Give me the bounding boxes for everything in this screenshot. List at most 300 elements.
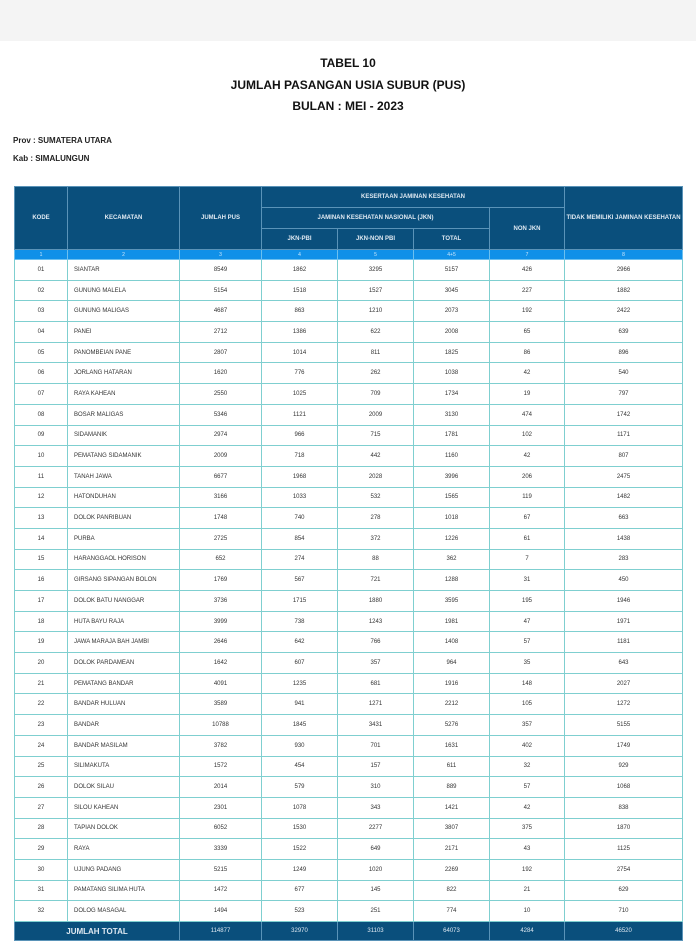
index-cell: 4+5 bbox=[414, 250, 490, 260]
cell-kode: 30 bbox=[15, 859, 68, 880]
cell-tidak-memiliki: 1171 bbox=[565, 425, 683, 446]
cell-non-jkn: 402 bbox=[490, 735, 565, 756]
cell-jkn-non-pbi: 372 bbox=[338, 528, 414, 549]
cell-kecamatan: TANAH JAWA bbox=[68, 466, 180, 487]
cell-kode: 12 bbox=[15, 487, 68, 508]
cell-jumlah-pus: 6052 bbox=[180, 818, 262, 839]
cell-jumlah-pus: 10788 bbox=[180, 715, 262, 736]
cell-non-jkn: 7 bbox=[490, 549, 565, 570]
table-row bbox=[15, 673, 683, 694]
cell-non-jkn: 57 bbox=[490, 777, 565, 798]
cell-jkn-total: 3807 bbox=[414, 818, 490, 839]
cell-jkn-total: 1781 bbox=[414, 425, 490, 446]
table-row bbox=[15, 715, 683, 736]
cell-jkn-pbi: 1518 bbox=[262, 280, 338, 301]
cell-jumlah-pus: 2725 bbox=[180, 528, 262, 549]
index-row bbox=[15, 250, 683, 260]
table-row bbox=[15, 735, 683, 756]
table-row bbox=[15, 611, 683, 632]
cell-kecamatan: DOLOK PANRIBUAN bbox=[68, 508, 180, 529]
cell-kode: 24 bbox=[15, 735, 68, 756]
cell-jumlah-pus: 1494 bbox=[180, 901, 262, 922]
header-tidak-memiliki: TIDAK MEMILIKI JAMINAN KESEHATAN bbox=[565, 187, 683, 250]
cell-non-jkn: 86 bbox=[490, 342, 565, 363]
cell-jumlah-pus: 2009 bbox=[180, 446, 262, 467]
cell-tidak-memiliki: 450 bbox=[565, 570, 683, 591]
cell-jkn-pbi: 1033 bbox=[262, 487, 338, 508]
cell-tidak-memiliki: 5155 bbox=[565, 715, 683, 736]
cell-jkn-total: 1631 bbox=[414, 735, 490, 756]
cell-jkn-total: 1038 bbox=[414, 363, 490, 384]
header-kepesertaan: KESERTAAN JAMINAN KESEHATAN bbox=[262, 187, 565, 208]
cell-jumlah-pus: 8549 bbox=[180, 260, 262, 281]
table-row bbox=[15, 322, 683, 343]
table-row bbox=[15, 384, 683, 405]
cell-jkn-non-pbi: 157 bbox=[338, 756, 414, 777]
index-cell: 4 bbox=[262, 250, 338, 260]
cell-jumlah-pus: 4091 bbox=[180, 673, 262, 694]
cell-jkn-total: 774 bbox=[414, 901, 490, 922]
table-row bbox=[15, 570, 683, 591]
cell-kecamatan: HATONDUHAN bbox=[68, 487, 180, 508]
cell-jkn-total: 3045 bbox=[414, 280, 490, 301]
table-number: TABEL 10 bbox=[320, 56, 376, 70]
cell-tidak-memiliki: 1272 bbox=[565, 694, 683, 715]
cell-jumlah-pus: 6677 bbox=[180, 466, 262, 487]
cell-kode: 06 bbox=[15, 363, 68, 384]
cell-jkn-total: 3996 bbox=[414, 466, 490, 487]
total-tidak-memiliki: 46520 bbox=[565, 922, 683, 941]
cell-jkn-pbi: 1522 bbox=[262, 839, 338, 860]
cell-jkn-non-pbi: 709 bbox=[338, 384, 414, 405]
cell-jumlah-pus: 1642 bbox=[180, 653, 262, 674]
cell-non-jkn: 47 bbox=[490, 611, 565, 632]
cell-jkn-pbi: 776 bbox=[262, 363, 338, 384]
cell-kecamatan: RAYA KAHEAN bbox=[68, 384, 180, 405]
table-row bbox=[15, 528, 683, 549]
cell-tidak-memiliki: 1181 bbox=[565, 632, 683, 653]
cell-non-jkn: 10 bbox=[490, 901, 565, 922]
page-title: JUMLAH PASANGAN USIA SUBUR (PUS) bbox=[230, 78, 466, 92]
cell-tidak-memiliki: 1742 bbox=[565, 404, 683, 425]
cell-non-jkn: 119 bbox=[490, 487, 565, 508]
cell-jkn-non-pbi: 145 bbox=[338, 880, 414, 901]
period-label: BULAN : MEI - 2023 bbox=[292, 99, 404, 113]
cell-kode: 14 bbox=[15, 528, 68, 549]
cell-jumlah-pus: 2550 bbox=[180, 384, 262, 405]
cell-jkn-pbi: 567 bbox=[262, 570, 338, 591]
cell-jkn-total: 3130 bbox=[414, 404, 490, 425]
cell-jkn-total: 2212 bbox=[414, 694, 490, 715]
cell-jumlah-pus: 2014 bbox=[180, 777, 262, 798]
cell-jkn-total: 1825 bbox=[414, 342, 490, 363]
cell-non-jkn: 375 bbox=[490, 818, 565, 839]
table-row bbox=[15, 280, 683, 301]
cell-jkn-pbi: 854 bbox=[262, 528, 338, 549]
cell-kode: 25 bbox=[15, 756, 68, 777]
cell-kode: 10 bbox=[15, 446, 68, 467]
cell-non-jkn: 105 bbox=[490, 694, 565, 715]
cell-jkn-non-pbi: 1243 bbox=[338, 611, 414, 632]
table-row bbox=[15, 880, 683, 901]
table-row bbox=[15, 756, 683, 777]
cell-jkn-total: 2073 bbox=[414, 301, 490, 322]
cell-jumlah-pus: 1472 bbox=[180, 880, 262, 901]
header-jkn-pbi: JKN-PBI bbox=[262, 229, 338, 250]
cell-kode: 19 bbox=[15, 632, 68, 653]
cell-non-jkn: 195 bbox=[490, 591, 565, 612]
cell-jkn-pbi: 579 bbox=[262, 777, 338, 798]
cell-jkn-non-pbi: 343 bbox=[338, 797, 414, 818]
table-row bbox=[15, 425, 683, 446]
cell-kode: 22 bbox=[15, 694, 68, 715]
cell-jkn-non-pbi: 1880 bbox=[338, 591, 414, 612]
province-label: Prov : SUMATERA UTARA bbox=[13, 136, 112, 145]
cell-tidak-memiliki: 2966 bbox=[565, 260, 683, 281]
cell-tidak-memiliki: 663 bbox=[565, 508, 683, 529]
total-label: JUMLAH TOTAL bbox=[15, 922, 180, 941]
cell-jkn-pbi: 863 bbox=[262, 301, 338, 322]
cell-non-jkn: 21 bbox=[490, 880, 565, 901]
cell-jumlah-pus: 1572 bbox=[180, 756, 262, 777]
cell-non-jkn: 206 bbox=[490, 466, 565, 487]
cell-jumlah-pus: 2807 bbox=[180, 342, 262, 363]
cell-non-jkn: 42 bbox=[490, 446, 565, 467]
cell-jkn-pbi: 1249 bbox=[262, 859, 338, 880]
cell-kecamatan: BANDAR HULUAN bbox=[68, 694, 180, 715]
cell-jkn-pbi: 523 bbox=[262, 901, 338, 922]
cell-non-jkn: 148 bbox=[490, 673, 565, 694]
cell-kode: 02 bbox=[15, 280, 68, 301]
table-row bbox=[15, 591, 683, 612]
table-row bbox=[15, 901, 683, 922]
cell-non-jkn: 67 bbox=[490, 508, 565, 529]
cell-kecamatan: PEMATANG BANDAR bbox=[68, 673, 180, 694]
cell-jkn-pbi: 1715 bbox=[262, 591, 338, 612]
cell-non-jkn: 61 bbox=[490, 528, 565, 549]
cell-tidak-memiliki: 929 bbox=[565, 756, 683, 777]
table-row bbox=[15, 342, 683, 363]
cell-jkn-non-pbi: 88 bbox=[338, 549, 414, 570]
cell-tidak-memiliki: 1971 bbox=[565, 611, 683, 632]
table-row bbox=[15, 694, 683, 715]
cell-tidak-memiliki: 1438 bbox=[565, 528, 683, 549]
cell-kode: 16 bbox=[15, 570, 68, 591]
cell-kecamatan: HUTA BAYU RAJA bbox=[68, 611, 180, 632]
cell-kode: 08 bbox=[15, 404, 68, 425]
cell-kode: 04 bbox=[15, 322, 68, 343]
cell-tidak-memiliki: 540 bbox=[565, 363, 683, 384]
cell-jumlah-pus: 3999 bbox=[180, 611, 262, 632]
cell-kode: 21 bbox=[15, 673, 68, 694]
cell-jkn-total: 1734 bbox=[414, 384, 490, 405]
regency-label: Kab : SIMALUNGUN bbox=[13, 154, 90, 163]
cell-jkn-pbi: 1862 bbox=[262, 260, 338, 281]
total-non-jkn: 4284 bbox=[490, 922, 565, 941]
header-non-jkn: NON JKN bbox=[490, 208, 565, 250]
cell-jkn-pbi: 274 bbox=[262, 549, 338, 570]
cell-tidak-memiliki: 2422 bbox=[565, 301, 683, 322]
cell-jkn-total: 822 bbox=[414, 880, 490, 901]
cell-jkn-total: 1288 bbox=[414, 570, 490, 591]
cell-jkn-total: 1408 bbox=[414, 632, 490, 653]
cell-jkn-pbi: 607 bbox=[262, 653, 338, 674]
table-row bbox=[15, 363, 683, 384]
cell-jkn-non-pbi: 1271 bbox=[338, 694, 414, 715]
cell-kode: 32 bbox=[15, 901, 68, 922]
cell-tidak-memiliki: 807 bbox=[565, 446, 683, 467]
cell-jkn-non-pbi: 1020 bbox=[338, 859, 414, 880]
cell-non-jkn: 192 bbox=[490, 859, 565, 880]
cell-jkn-pbi: 718 bbox=[262, 446, 338, 467]
cell-jkn-non-pbi: 278 bbox=[338, 508, 414, 529]
cell-jkn-total: 889 bbox=[414, 777, 490, 798]
cell-jkn-pbi: 677 bbox=[262, 880, 338, 901]
cell-jkn-total: 1421 bbox=[414, 797, 490, 818]
cell-jkn-non-pbi: 310 bbox=[338, 777, 414, 798]
cell-jkn-pbi: 1235 bbox=[262, 673, 338, 694]
cell-non-jkn: 474 bbox=[490, 404, 565, 425]
cell-tidak-memiliki: 283 bbox=[565, 549, 683, 570]
table-row bbox=[15, 301, 683, 322]
table-row bbox=[15, 260, 683, 281]
header-kode: KODE bbox=[15, 187, 68, 250]
cell-tidak-memiliki: 896 bbox=[565, 342, 683, 363]
cell-jumlah-pus: 1748 bbox=[180, 508, 262, 529]
table-row bbox=[15, 549, 683, 570]
cell-jkn-pbi: 1386 bbox=[262, 322, 338, 343]
header-total: TOTAL bbox=[414, 229, 490, 250]
cell-tidak-memiliki: 1482 bbox=[565, 487, 683, 508]
cell-kode: 15 bbox=[15, 549, 68, 570]
cell-kecamatan: PAMATANG SILIMA HUTA bbox=[68, 880, 180, 901]
cell-jkn-pbi: 738 bbox=[262, 611, 338, 632]
cell-jumlah-pus: 5346 bbox=[180, 404, 262, 425]
cell-kode: 09 bbox=[15, 425, 68, 446]
cell-kecamatan: PANEI bbox=[68, 322, 180, 343]
cell-kecamatan: GUNUNG MALELA bbox=[68, 280, 180, 301]
cell-jumlah-pus: 3736 bbox=[180, 591, 262, 612]
cell-kecamatan: SIANTAR bbox=[68, 260, 180, 281]
index-cell: 3 bbox=[180, 250, 262, 260]
cell-jkn-non-pbi: 701 bbox=[338, 735, 414, 756]
cell-kecamatan: JORLANG HATARAN bbox=[68, 363, 180, 384]
cell-kecamatan: SIDAMANIK bbox=[68, 425, 180, 446]
cell-jkn-pbi: 1078 bbox=[262, 797, 338, 818]
cell-jkn-pbi: 642 bbox=[262, 632, 338, 653]
cell-jkn-non-pbi: 622 bbox=[338, 322, 414, 343]
cell-jkn-pbi: 1530 bbox=[262, 818, 338, 839]
index-cell: 7 bbox=[490, 250, 565, 260]
cell-non-jkn: 192 bbox=[490, 301, 565, 322]
cell-non-jkn: 19 bbox=[490, 384, 565, 405]
cell-tidak-memiliki: 2475 bbox=[565, 466, 683, 487]
cell-jkn-total: 1916 bbox=[414, 673, 490, 694]
cell-jkn-pbi: 966 bbox=[262, 425, 338, 446]
table-row bbox=[15, 797, 683, 818]
table-row bbox=[15, 466, 683, 487]
cell-kecamatan: DOLOK BATU NANGGAR bbox=[68, 591, 180, 612]
top-bar bbox=[0, 0, 696, 41]
cell-jumlah-pus: 3782 bbox=[180, 735, 262, 756]
cell-jkn-total: 1981 bbox=[414, 611, 490, 632]
cell-non-jkn: 35 bbox=[490, 653, 565, 674]
table-row bbox=[15, 508, 683, 529]
cell-jkn-pbi: 1968 bbox=[262, 466, 338, 487]
cell-jkn-pbi: 941 bbox=[262, 694, 338, 715]
cell-tidak-memiliki: 1870 bbox=[565, 818, 683, 839]
cell-jkn-non-pbi: 1527 bbox=[338, 280, 414, 301]
cell-kode: 18 bbox=[15, 611, 68, 632]
cell-jkn-non-pbi: 715 bbox=[338, 425, 414, 446]
cell-kode: 13 bbox=[15, 508, 68, 529]
index-cell: 5 bbox=[338, 250, 414, 260]
index-cell: 8 bbox=[565, 250, 683, 260]
cell-kode: 17 bbox=[15, 591, 68, 612]
cell-jkn-non-pbi: 251 bbox=[338, 901, 414, 922]
cell-non-jkn: 227 bbox=[490, 280, 565, 301]
cell-jkn-pbi: 1845 bbox=[262, 715, 338, 736]
cell-tidak-memiliki: 710 bbox=[565, 901, 683, 922]
cell-jkn-non-pbi: 721 bbox=[338, 570, 414, 591]
table-row bbox=[15, 777, 683, 798]
cell-kode: 28 bbox=[15, 818, 68, 839]
cell-tidak-memiliki: 639 bbox=[565, 322, 683, 343]
cell-jkn-pbi: 454 bbox=[262, 756, 338, 777]
cell-jkn-non-pbi: 2028 bbox=[338, 466, 414, 487]
cell-kode: 05 bbox=[15, 342, 68, 363]
cell-jkn-non-pbi: 262 bbox=[338, 363, 414, 384]
cell-kecamatan: RAYA bbox=[68, 839, 180, 860]
cell-tidak-memiliki: 643 bbox=[565, 653, 683, 674]
cell-kecamatan: JAWA MARAJA BAH JAMBI bbox=[68, 632, 180, 653]
cell-jkn-non-pbi: 532 bbox=[338, 487, 414, 508]
cell-non-jkn: 57 bbox=[490, 632, 565, 653]
cell-jkn-total: 964 bbox=[414, 653, 490, 674]
cell-jkn-non-pbi: 2009 bbox=[338, 404, 414, 425]
table-row bbox=[15, 487, 683, 508]
header-jumlah-pus: JUMLAH PUS bbox=[180, 187, 262, 250]
table-row bbox=[15, 446, 683, 467]
table-row bbox=[15, 859, 683, 880]
cell-kode: 20 bbox=[15, 653, 68, 674]
cell-kecamatan: SILOU KAHEAN bbox=[68, 797, 180, 818]
cell-jumlah-pus: 2646 bbox=[180, 632, 262, 653]
cell-jumlah-pus: 1769 bbox=[180, 570, 262, 591]
index-cell: 1 bbox=[15, 250, 68, 260]
cell-jkn-total: 2269 bbox=[414, 859, 490, 880]
cell-kecamatan: BOSAR MALIGAS bbox=[68, 404, 180, 425]
cell-tidak-memiliki: 1125 bbox=[565, 839, 683, 860]
cell-non-jkn: 43 bbox=[490, 839, 565, 860]
cell-jumlah-pus: 1620 bbox=[180, 363, 262, 384]
cell-jumlah-pus: 2301 bbox=[180, 797, 262, 818]
cell-jkn-total: 2171 bbox=[414, 839, 490, 860]
cell-kode: 27 bbox=[15, 797, 68, 818]
cell-jkn-pbi: 1025 bbox=[262, 384, 338, 405]
cell-jkn-total: 611 bbox=[414, 756, 490, 777]
cell-tidak-memiliki: 2027 bbox=[565, 673, 683, 694]
cell-jumlah-pus: 2974 bbox=[180, 425, 262, 446]
cell-tidak-memiliki: 629 bbox=[565, 880, 683, 901]
cell-kode: 26 bbox=[15, 777, 68, 798]
cell-kode: 31 bbox=[15, 880, 68, 901]
total-jkn-non-pbi: 31103 bbox=[338, 922, 414, 941]
cell-tidak-memiliki: 1068 bbox=[565, 777, 683, 798]
index-cell: 2 bbox=[68, 250, 180, 260]
cell-kecamatan: SILIMAKUTA bbox=[68, 756, 180, 777]
cell-tidak-memiliki: 1749 bbox=[565, 735, 683, 756]
cell-jkn-non-pbi: 766 bbox=[338, 632, 414, 653]
cell-jkn-non-pbi: 442 bbox=[338, 446, 414, 467]
cell-non-jkn: 102 bbox=[490, 425, 565, 446]
cell-jkn-total: 2008 bbox=[414, 322, 490, 343]
cell-jumlah-pus: 5154 bbox=[180, 280, 262, 301]
cell-kode: 01 bbox=[15, 260, 68, 281]
cell-kode: 23 bbox=[15, 715, 68, 736]
cell-jkn-non-pbi: 1210 bbox=[338, 301, 414, 322]
cell-jumlah-pus: 652 bbox=[180, 549, 262, 570]
cell-kecamatan: GIRSANG SIPANGAN BOLON bbox=[68, 570, 180, 591]
cell-non-jkn: 426 bbox=[490, 260, 565, 281]
cell-jkn-pbi: 1121 bbox=[262, 404, 338, 425]
total-jkn-total: 64073 bbox=[414, 922, 490, 941]
cell-jkn-non-pbi: 2277 bbox=[338, 818, 414, 839]
cell-jkn-total: 362 bbox=[414, 549, 490, 570]
cell-kode: 11 bbox=[15, 466, 68, 487]
cell-jkn-non-pbi: 811 bbox=[338, 342, 414, 363]
cell-jkn-pbi: 1014 bbox=[262, 342, 338, 363]
cell-kecamatan: UJUNG PADANG bbox=[68, 859, 180, 880]
cell-tidak-memiliki: 797 bbox=[565, 384, 683, 405]
table-row bbox=[15, 653, 683, 674]
cell-jkn-non-pbi: 357 bbox=[338, 653, 414, 674]
cell-tidak-memiliki: 838 bbox=[565, 797, 683, 818]
cell-kecamatan: DOLOK SILAU bbox=[68, 777, 180, 798]
cell-jumlah-pus: 3166 bbox=[180, 487, 262, 508]
cell-kode: 07 bbox=[15, 384, 68, 405]
cell-jumlah-pus: 3589 bbox=[180, 694, 262, 715]
cell-jkn-total: 3595 bbox=[414, 591, 490, 612]
cell-tidak-memiliki: 1946 bbox=[565, 591, 683, 612]
cell-jumlah-pus: 5215 bbox=[180, 859, 262, 880]
cell-jkn-total: 5157 bbox=[414, 260, 490, 281]
cell-non-jkn: 31 bbox=[490, 570, 565, 591]
cell-kecamatan: GUNUNG MALIGAS bbox=[68, 301, 180, 322]
cell-tidak-memiliki: 1882 bbox=[565, 280, 683, 301]
cell-jkn-total: 5276 bbox=[414, 715, 490, 736]
cell-jkn-non-pbi: 3295 bbox=[338, 260, 414, 281]
cell-jkn-pbi: 930 bbox=[262, 735, 338, 756]
table-row bbox=[15, 839, 683, 860]
cell-jumlah-pus: 3339 bbox=[180, 839, 262, 860]
table-row bbox=[15, 818, 683, 839]
cell-jkn-pbi: 740 bbox=[262, 508, 338, 529]
cell-jkn-total: 1160 bbox=[414, 446, 490, 467]
cell-kecamatan: DOLOG MASAGAL bbox=[68, 901, 180, 922]
cell-tidak-memiliki: 2754 bbox=[565, 859, 683, 880]
cell-non-jkn: 32 bbox=[490, 756, 565, 777]
cell-kecamatan: TAPIAN DOLOK bbox=[68, 818, 180, 839]
cell-jkn-non-pbi: 649 bbox=[338, 839, 414, 860]
cell-kecamatan: BANDAR bbox=[68, 715, 180, 736]
cell-kecamatan: PEMATANG SIDAMANIK bbox=[68, 446, 180, 467]
total-row bbox=[15, 922, 683, 941]
cell-kecamatan: BANDAR MASILAM bbox=[68, 735, 180, 756]
cell-jkn-non-pbi: 3431 bbox=[338, 715, 414, 736]
cell-kecamatan: PURBA bbox=[68, 528, 180, 549]
cell-jkn-total: 1018 bbox=[414, 508, 490, 529]
